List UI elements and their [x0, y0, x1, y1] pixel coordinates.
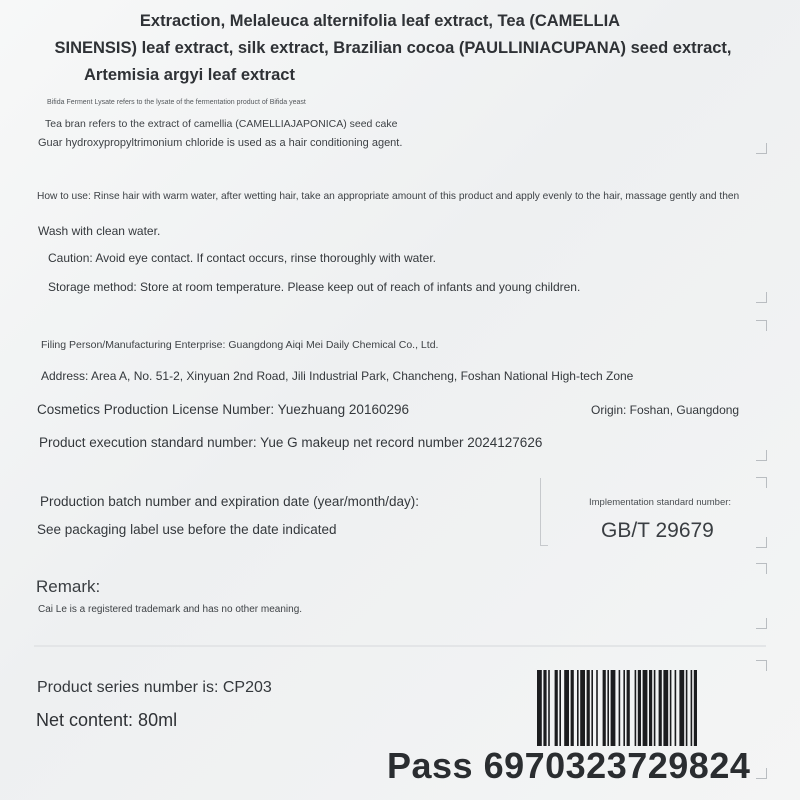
- barcode-bar: [654, 670, 656, 746]
- barcode-bar: [635, 670, 637, 746]
- crop-mark: [756, 768, 767, 779]
- barcode-bar: [591, 670, 593, 746]
- ingredients-line-1: Extraction, Melaleuca alternifolia leaf extract, Tea (CAMELLIA: [139, 12, 621, 30]
- wash-instruction: Wash with clean water.: [38, 224, 161, 238]
- crop-mark: [756, 320, 767, 331]
- note-tea-bran: Tea bran refers to the extract of camellia (CAMELLIAJAPONICA) seed cake: [45, 118, 398, 130]
- barcode-bar: [638, 670, 641, 746]
- barcode-bar: [555, 670, 558, 746]
- filing-person: Filing Person/Manufacturing Enterprise: Guangdong Aiqi Mei Daily Chemical Co., Ltd.: [41, 339, 439, 351]
- net-content: Net content: 80ml: [36, 710, 178, 730]
- barcode-bar: [619, 670, 621, 746]
- barcode-bar: [627, 670, 630, 746]
- barcode-bar: [670, 670, 672, 746]
- barcode-bar: [596, 670, 598, 746]
- block-divider: [540, 478, 541, 546]
- barcode-bar: [643, 670, 648, 746]
- address: Address: Area A, No. 51-2, Xinyuan 2nd Road, Jili Industrial Park, Chancheng, Foshan National High-tech Zone: [41, 369, 634, 383]
- divider-foot: [540, 545, 548, 546]
- how-to-use: How to use: Rinse hair with warm water, after wetting hair, take an appropriate amount of this product and apply evenly to the hair, massage gently and then: [37, 191, 740, 202]
- barcode-bar: [623, 670, 625, 746]
- ingredients-line-2: SINENSIS) leaf extract, silk extract, Brazilian cocoa (PAULLINIACUPANA) seed extract,: [54, 39, 732, 57]
- implementation-label: Implementation standard number:: [589, 497, 732, 508]
- barcode-bar: [548, 670, 550, 746]
- implementation-value: GB/T 29679: [601, 519, 714, 542]
- crop-mark: [756, 143, 767, 154]
- crop-mark: [756, 660, 767, 671]
- section-divider: [34, 645, 766, 647]
- ingredients-line-3: Artemisia argyi leaf extract: [84, 66, 295, 84]
- crop-mark: [756, 563, 767, 574]
- barcode-bar: [603, 670, 606, 746]
- pass-barcode-number: Pass 6970323729824: [387, 745, 751, 786]
- barcode-bar: [537, 670, 542, 746]
- barcode-bar: [559, 670, 561, 746]
- batch-value: See packaging label use before the date indicated: [37, 522, 337, 537]
- origin: Origin: Foshan, Guangdong: [591, 403, 740, 417]
- barcode-image: [537, 670, 742, 746]
- crop-mark: [756, 537, 767, 548]
- note-bifida: Bifida Ferment Lysate refers to the lysate of the fermentation product of Bifida yeast: [47, 99, 306, 106]
- crop-mark: [756, 477, 767, 488]
- remark-heading: Remark:: [36, 577, 101, 596]
- production-license: Cosmetics Production License Number: Yuezhuang 20160296: [37, 402, 409, 417]
- note-guar: Guar hydroxypropyltrimonium chloride is used as a hair conditioning agent.: [38, 137, 403, 149]
- barcode-bar: [611, 670, 616, 746]
- barcode-bar: [577, 670, 579, 746]
- execution-standard: Product execution standard number: Yue G makeup net record number 2024127626: [39, 435, 543, 450]
- barcode-bar: [543, 670, 546, 746]
- barcode-bar: [580, 670, 585, 746]
- barcode-bar: [663, 670, 668, 746]
- barcode-bar: [649, 670, 652, 746]
- storage-method: Storage method: Store at room temperature. Please keep out of reach of infants and young children.: [48, 280, 581, 294]
- barcode-bar: [686, 670, 688, 746]
- crop-mark: [756, 292, 767, 303]
- crop-mark: [756, 618, 767, 629]
- barcode-bar: [571, 670, 574, 746]
- barcode-bar: [691, 670, 693, 746]
- barcode-bar: [607, 670, 609, 746]
- barcode-bar: [694, 670, 697, 746]
- barcode-bar: [587, 670, 590, 746]
- barcode-bar: [659, 670, 662, 746]
- remark-text: Cai Le is a registered trademark and has no other meaning.: [38, 604, 303, 615]
- caution: Caution: Avoid eye contact. If contact occurs, rinse thoroughly with water.: [48, 251, 436, 265]
- crop-mark: [756, 450, 767, 461]
- barcode-bar: [564, 670, 569, 746]
- batch-label: Production batch number and expiration date (year/month/day):: [40, 494, 419, 509]
- product-series: Product series number is: CP203: [37, 679, 272, 696]
- barcode-bar: [679, 670, 684, 746]
- barcode-bar: [675, 670, 677, 746]
